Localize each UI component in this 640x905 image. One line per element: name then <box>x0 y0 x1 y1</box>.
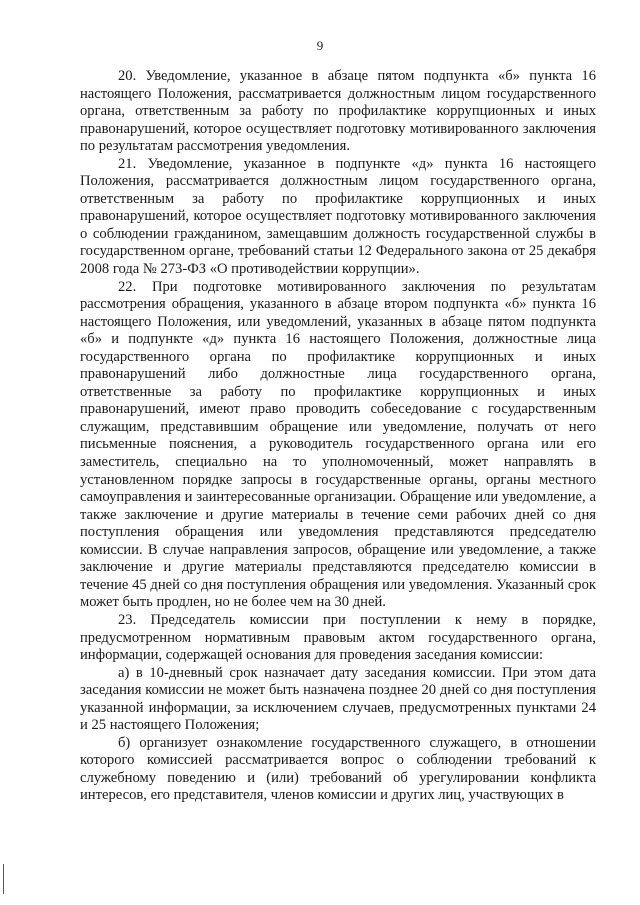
document-body <box>80 68 596 805</box>
paragraph-23-b: б) организует ознакомление государственного служащего, в отношении которого комиссией рассматривается вопрос о соблюдении требований к служебному поведению и (или) требований об урегулировании конфликта интересов, его представителя, членов комиссии и других лиц, участвующих в <box>80 734 596 804</box>
paragraph-20: 20. Уведомление, указанное в абзаце пятом подпункта «б» пункта 16 настоящего Положения, рассматривается должностным лицом государственного органа, ответственным за работу по профилактике коррупционных и иных правонарушений, которое осуществляет подготовку мотивированного заключения по результатам рассмотрения уведомления. <box>80 68 596 155</box>
scan-edge-mark <box>3 864 4 894</box>
page-number: 9 <box>316 38 324 53</box>
paragraph-21: 21. Уведомление, указанное в подпункте «д» пункта 16 настоящего Положения, рассматривается должностным лицом государственного органа, ответственным за работу по профилактике коррупционных и иных правонарушений, которое осуществляет подготовку мотивированного заключения о соблюдении гражданином, замещавшим должность государственной службы в государственном органе, требований статьи 12 Федерального закона от 25 декабря 2008 года № 273-ФЗ «О противодействии коррупции». <box>80 155 596 278</box>
paragraph-23-a: а) в 10-дневный срок назначает дату заседания комиссии. При этом дата заседания комиссии не может быть назначена позднее 20 дней со дня поступления указанной информации, за исключением случаев, предусмотренных пунктами 24 и 25 настоящего Положения; <box>80 664 596 734</box>
paragraph-22: 22. При подготовке мотивированного заключения по результатам рассмотрения обращения, указанного в абзаце втором подпункта «б» пункта 16 настоящего Положения, или уведомлений, указанных в абзаце пятом подпункта «б» и подпункте «д» пункта 16 настоящего Положения, должностные лица государственного органа по профилактике коррупционных и иных правонарушений либо должностные лица государственного органа, ответственные за работу по профилактике коррупционных и иных правонарушений, имеют право проводить собеседование с государственным служащим, представившим обращение или уведомление, получать от него письменные пояснения, а руководитель государственного органа или его заместитель, специально на то уполномоченный, может направлять в установленном порядке запросы в государственные органы, органы местного самоуправления и заинтересованные организации. Обращение или уведомление, а также заключение и другие материалы в течение семи рабочих дней со дня поступления обращения или уведомления представляются председателю комиссии. В случае направления запросов, обращение или уведомление, а также заключение и другие материалы представляются председателю комиссии в течение 45 дней со дня поступления обращения или уведомления. Указанный срок может быть продлен, но не более чем на 30 дней. <box>80 278 596 611</box>
paragraph-23: 23. Председатель комиссии при поступлении к нему в порядке, предусмотренном нормативным правовым актом государственного органа, информации, содержащей основания для проведения заседания комиссии: <box>80 611 596 664</box>
